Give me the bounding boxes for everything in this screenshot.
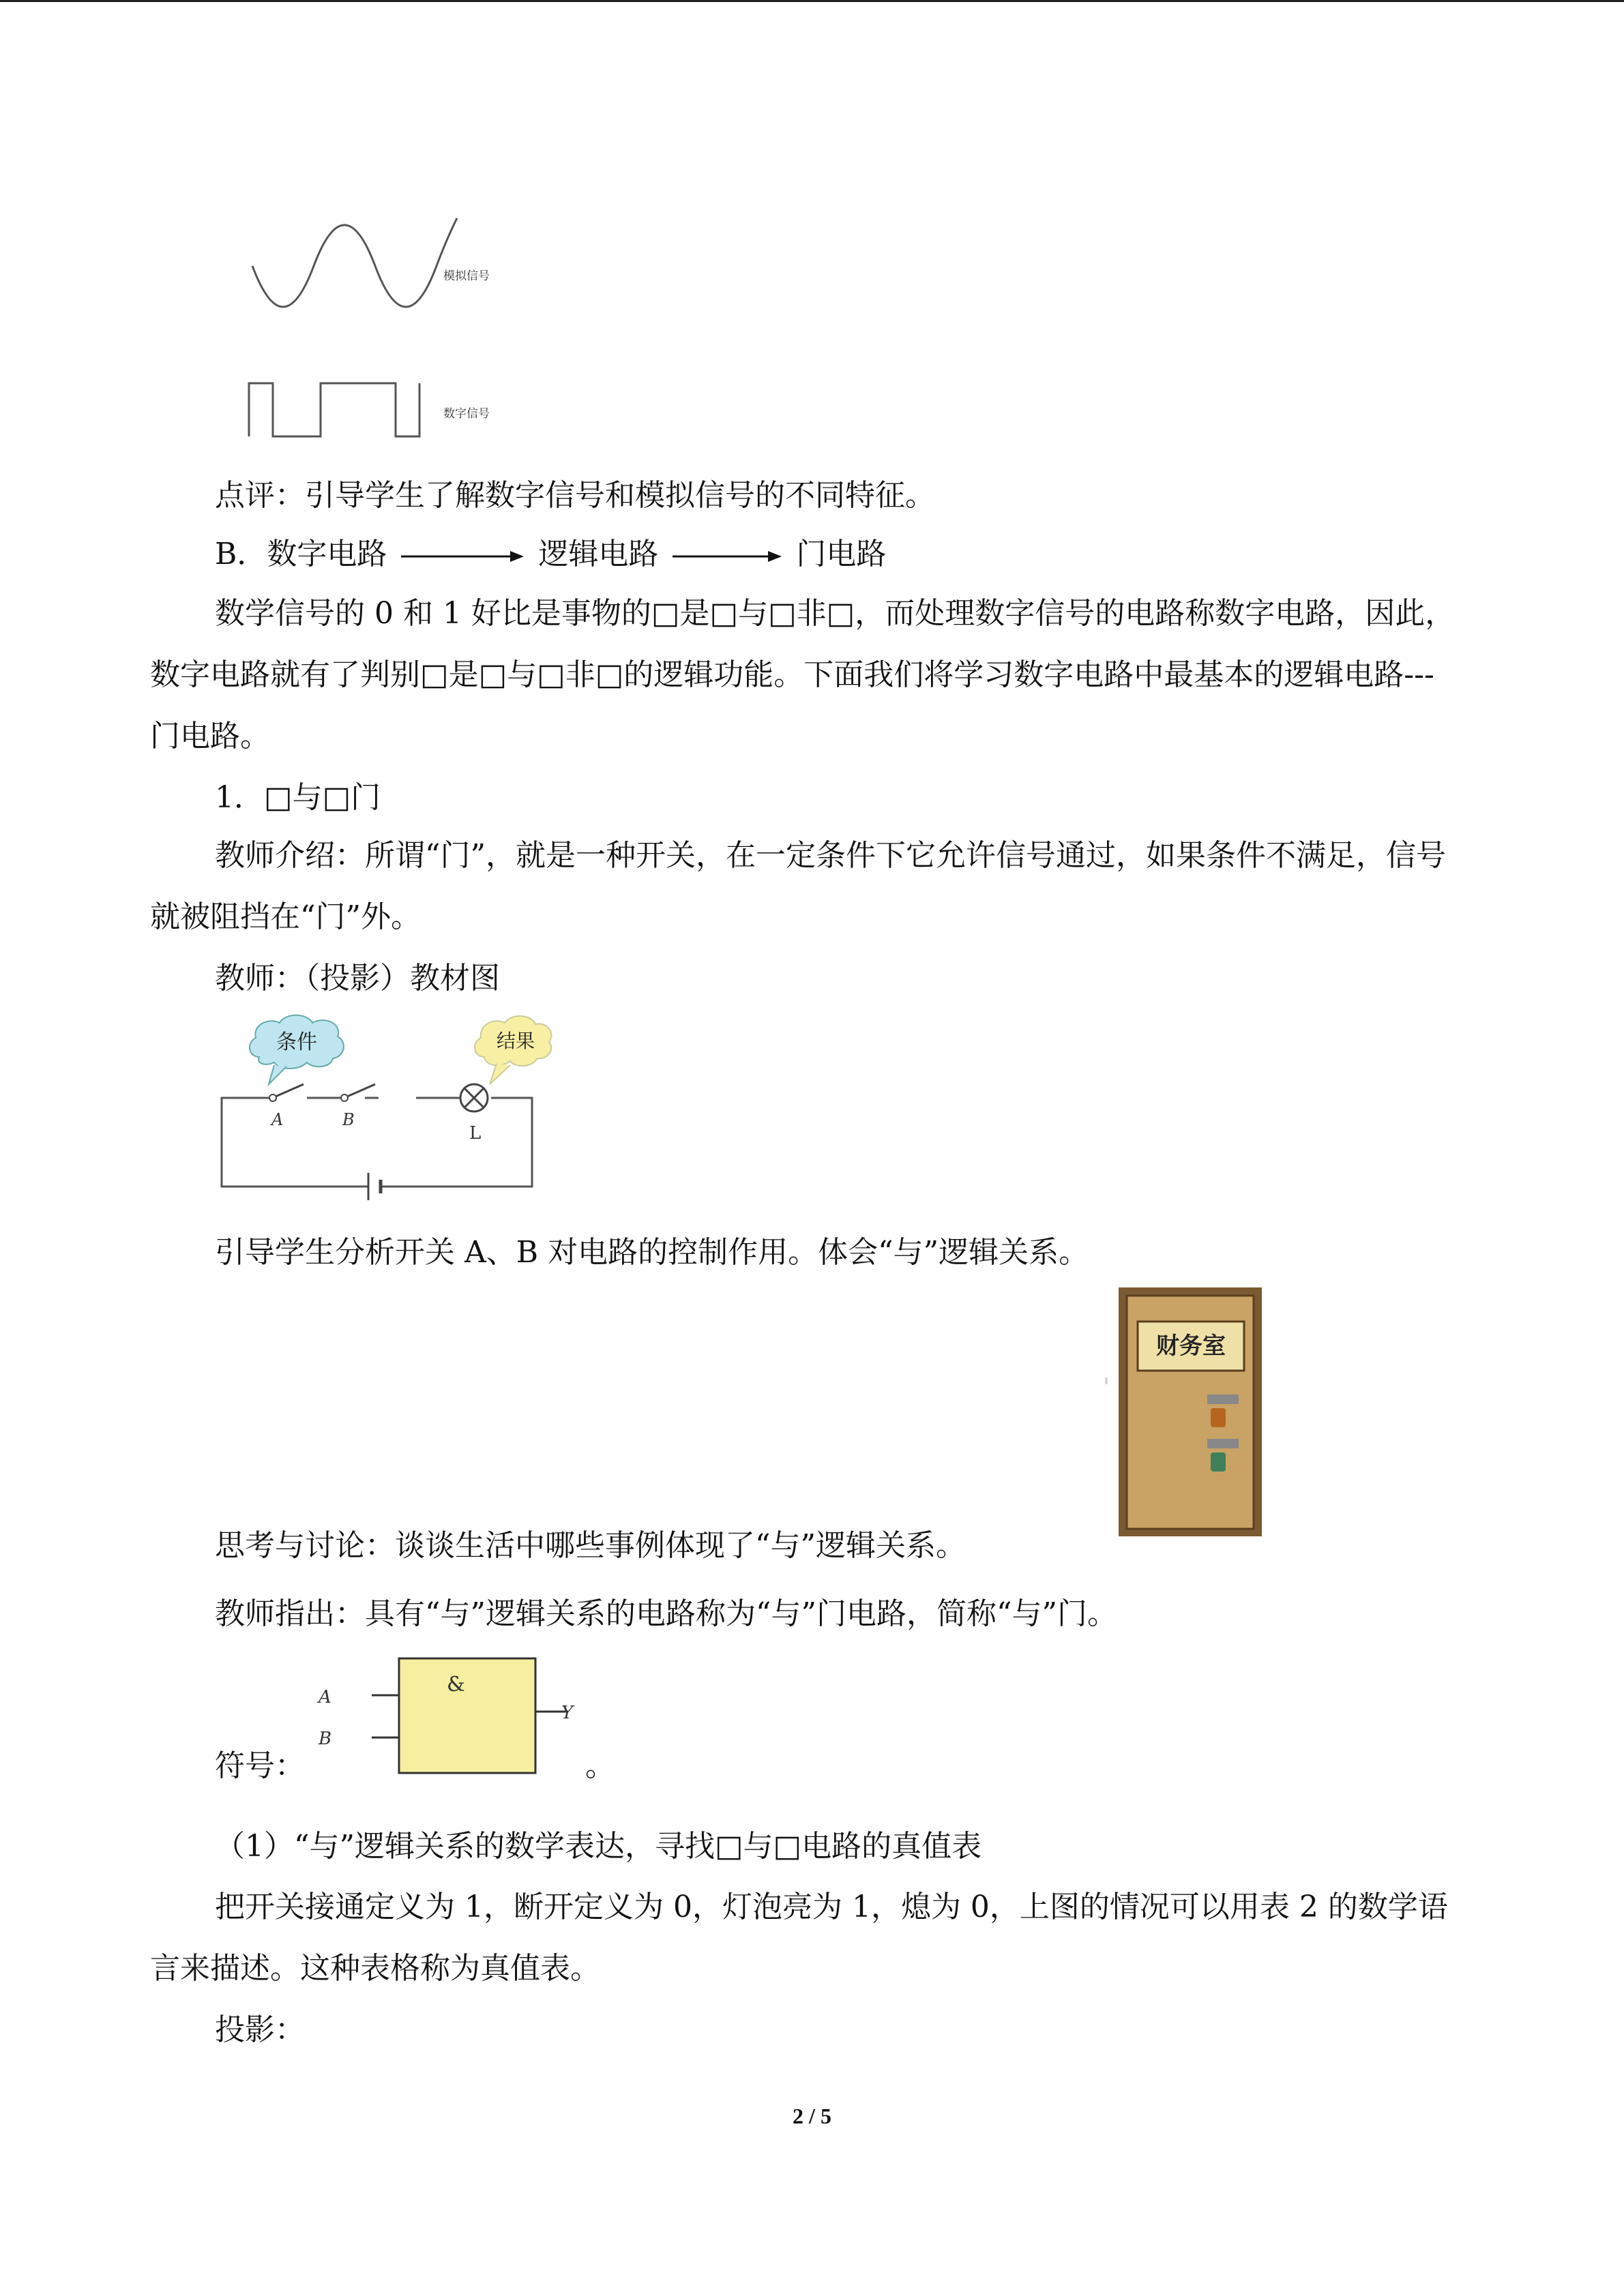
paragraph-truth: 把开关接通定义为 1，断开定义为 0，灯泡亮为 1，熄为 0，上图的情况可以用表 2 的数学语言来描述。这种表格称为真值表。 [150, 1890, 1448, 1986]
switch-b-blade [347, 1084, 375, 1097]
signals-figure [239, 205, 525, 450]
paragraph-gate-intro: 教师介绍：所谓“门”，就是一种开关，在一定条件下它允许信号通过，如果条件不满足，信号就被阻挡在“门”外。 [150, 838, 1446, 934]
top-rule [0, 0, 1624, 2]
teacher-projection: 教师：（投影）教材图 [215, 961, 500, 996]
circuit-figure [211, 1009, 552, 1207]
padlock-top-icon [1211, 1408, 1226, 1427]
hasp-bottom [1207, 1439, 1239, 1448]
comment-line: 点评：引导学生了解数字信号和模拟信号的不同特征。 [215, 478, 935, 513]
gate-input-a: A [319, 1687, 331, 1708]
guide-analysis: 引导学生分析开关 A、B 对电路的控制作用。体会“与”逻辑关系。 [215, 1235, 1089, 1270]
circuit-wires [222, 1098, 532, 1187]
sub-heading: （1）“与”逻辑关系的数学表达，寻找□与□电路的真值表 [215, 1829, 982, 1864]
digital-wave [249, 383, 419, 436]
teacher-point: 教师指出：具有“与”逻辑关系的电路称为“与”门电路，简称“与”门。 [215, 1596, 1117, 1631]
flow-arrow-2 [669, 546, 785, 567]
projection-line: 投影： [215, 2012, 305, 2047]
symbol-end: 。 [585, 1748, 615, 1783]
flow-prefix: B．数字电路 [215, 537, 387, 571]
hasp-top [1207, 1395, 1239, 1404]
condition-label: 条件 [276, 1030, 317, 1054]
flow-end: 门电路 [796, 537, 887, 571]
switch-a-pivot [269, 1094, 276, 1101]
switch-b-label: B [342, 1110, 355, 1129]
switch-a-label: A [271, 1110, 284, 1129]
flow-mid: 逻辑电路 [538, 537, 659, 571]
flow-arrow-1 [398, 546, 527, 567]
digital-label: 数字信号 [443, 407, 490, 421]
think-discuss: 思考与讨论：谈谈生活中哪些事例体现了“与”逻辑关系。 [215, 1528, 966, 1563]
door-figure [1105, 1282, 1269, 1541]
switch-b-pivot [341, 1094, 348, 1101]
gate-input-b: B [319, 1729, 332, 1749]
and-gate-symbol [310, 1650, 583, 1780]
gate-output: Y [561, 1703, 574, 1723]
result-label: 结果 [496, 1030, 535, 1052]
paragraph-digital: 数学信号的 0 和 1 好比是事物的□是□与□非□，而处理数字信号的电路称数字电路，因此，数字电路就有了判别□是□与□非□的逻辑功能。下面我们将学习数字电路中最基本的逻辑电路---门电路。 [150, 596, 1456, 754]
switch-a-blade [276, 1084, 304, 1097]
padlock-bottom-icon [1211, 1452, 1226, 1472]
flow-line [215, 524, 886, 585]
gate-body [399, 1658, 535, 1773]
door-sign-text: 财务室 [1156, 1332, 1226, 1360]
analog-label: 模拟信号 [443, 269, 490, 283]
gate-operator: & [447, 1673, 465, 1697]
heading-and-gate: 1．□与□门 [215, 780, 381, 815]
lamp-label: L [469, 1123, 482, 1144]
analog-wave [252, 218, 457, 307]
page-number: 2 / 5 [793, 2104, 831, 2128]
symbol-label: 符号： [215, 1748, 305, 1783]
